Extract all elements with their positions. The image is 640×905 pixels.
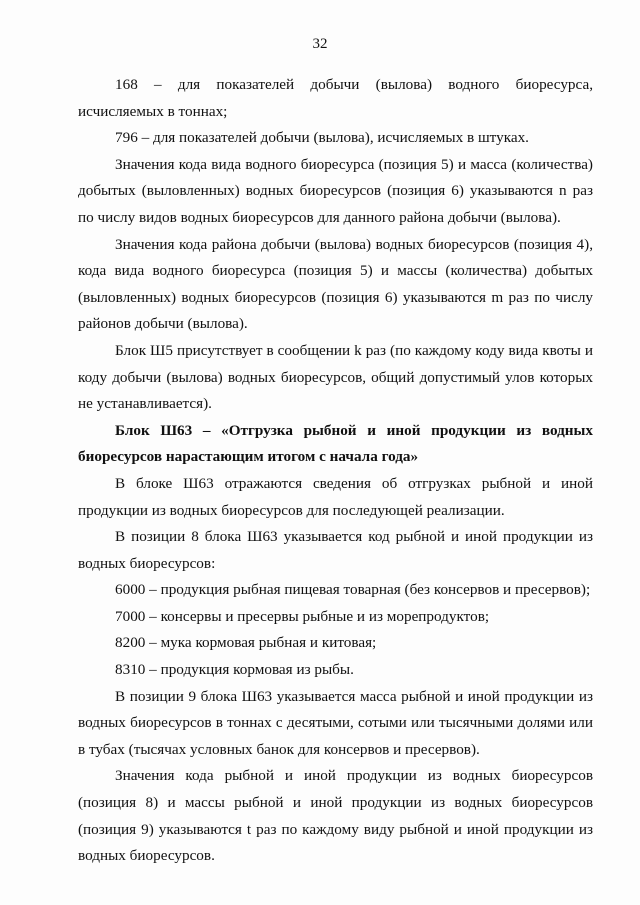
paragraph-unit-code-tons: 168 – для показателей добычи (вылова) водного биоресурса, исчисляемых в тоннах;	[78, 76, 593, 120]
paragraph-block-sh5-repeat: Блок Ш5 присутствует в сообщении k раз (по каждому коду вида квоты и коду добычи (вылова) водных биоресурсов, общий допустимый улов которых не устанавливается).	[78, 341, 593, 413]
list-item-code-7000: 7000 – консервы и пресервы рыбные и из морепродуктов;	[115, 607, 490, 625]
document-body	[78, 72, 593, 870]
list-item-code-8200: 8200 – мука кормовая рыбная и китовая;	[115, 634, 377, 652]
paragraph-position-9-mass: В позиции 9 блока Ш63 указывается масса рыбной и иной продукции из водных биоресурсов в тоннах с десятыми, сотыми или тысячными долями или в тубах (тысячах условных банок для консервов и пресервов).	[78, 687, 593, 758]
paragraph-region-code-repeat: Значения кода района добычи (вылова) водных биоресурсов (позиция 4), кода вида водного биоресурса (позиция 5) и массы (количества) добытых (выловленных) водных биоресурсов (позиция 6) указываются m раз по числу районов добычи (вылова).	[78, 235, 593, 333]
list-item-code-8310: 8310 – продукция кормовая из рыбы.	[115, 661, 354, 679]
paragraph-product-code-repeat: Значения кода рыбной и иной продукции из водных биоресурсов (позиция 8) и массы рыбной и иной продукции из водных биоресурсов (позиция 9) указываются t раз по каждому виду рыбной и иной продукции из водных биоресурсов.	[78, 767, 593, 865]
page-number: 32	[312, 36, 328, 52]
paragraph-position-8-code: В позиции 8 блока Ш63 указывается код рыбной и иной продукции из водных биоресурсов:	[78, 528, 593, 572]
paragraph-species-code-repeat: Значения кода вида водного биоресурса (позиция 5) и масса (количества) добытых (выловленных) водных биоресурсов (позиция 6) указываются n раз по числу видов водных биоресурсов для данного района добычи (вылова).	[78, 155, 593, 226]
list-item-code-6000: 6000 – продукция рыбная пищевая товарная (без консервов и пресервов);	[115, 581, 591, 599]
section-heading-block-sh63: Блок Ш63 – «Отгрузка рыбной и иной продукции из водных биоресурсов нарастающим итогом с начала года»	[78, 421, 593, 466]
paragraph-block-sh63-description: В блоке Ш63 отражаются сведения об отгрузках рыбной и иной продукции из водных биоресурсов для последующей реализации.	[78, 474, 593, 519]
paragraph-unit-code-pieces: 796 – для показателей добычи (вылова), исчисляемых в штуках.	[115, 129, 529, 147]
